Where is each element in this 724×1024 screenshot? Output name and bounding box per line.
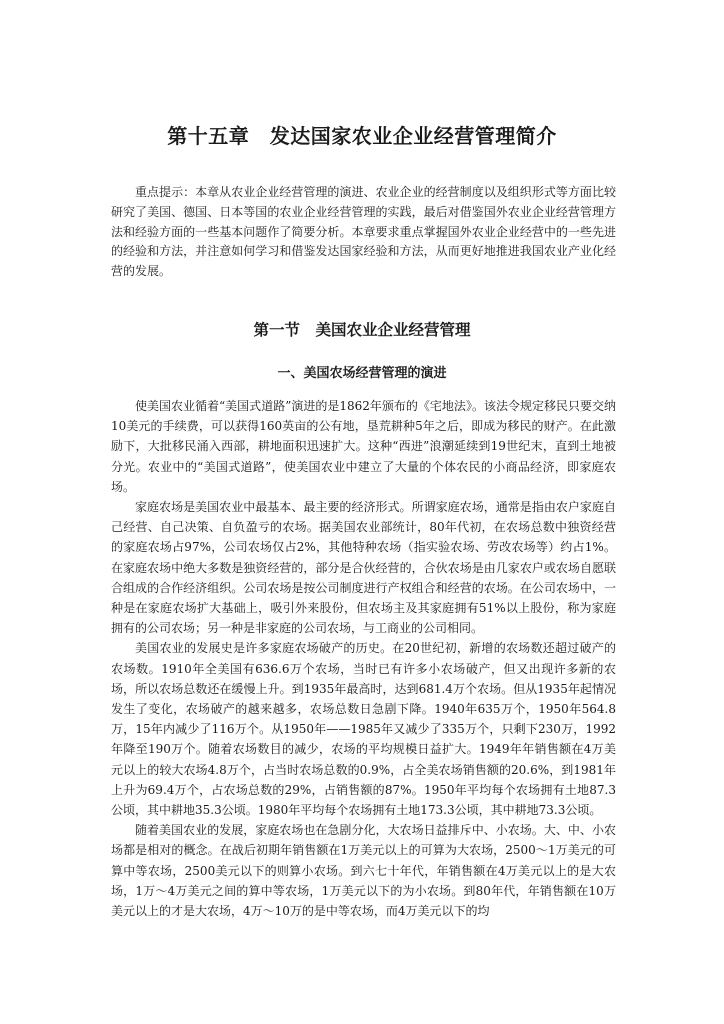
- paragraph: 随着美国农业的发展，家庭农场也在急剧分化，大农场日益排斥中、小农场。大、中、小农场都是相对的概念。在战后初期年销售额在1万美元以上的可算为大农场，2500～1万美元的可算中等农场，2500美元以下的则算小农场。到六七十年代，年销售额在4万美元以上的是大农场，1万～4万美元之间的算中等农场，1万美元以下的为小农场。到80年代，年销售额在10万美元以上的才是大农场，4万～10万的是中等农场，而4万美元以下的均: [111, 823, 616, 919]
- paragraph: 家庭农场是美国农业中最基本、最主要的经济形式。所谓家庭农场，通常是指由农户家庭自己经营、自己决策、自负盈亏的农场。据美国农业部统计，80年代初，在农场总数中独资经营的家庭农场占97%，公司农场仅占2%，其他特种农场（指实验农场、劳改农场等）约占1%。在家庭农场中绝大多数是独资经营的，部分是合伙经营的，合伙农场是由几家农户或农场自愿联合组成的合作经济组织。公司农场是按公司制度进行产权组合和经营的农场。在公司农场中，一种是在家庭农场扩大基础上，吸引外来股份，但农场主及其家庭拥有51%以上股份，称为家庭拥有的公司农场；另一种是非家庭的公司农场，与工商业的公司相同。: [111, 500, 616, 636]
- body-text: [111, 396, 616, 921]
- section-title: 第一节 美国农业企业经营管理: [253, 321, 471, 339]
- subsection-title: 一、美国农场经营管理的演进: [277, 366, 447, 381]
- chapter-title: 第十五章 发达国家农业企业经营管理简介: [167, 124, 557, 148]
- paragraph: 使美国农业循着“美国式道路”演进的是1862年颁布的《宅地法》。该法令规定移民只要交纳10美元的手续费，可以获得160英亩的公有地，垦荒耕种5年之后，即成为移民的财产。在此激励下，大批移民涌入西部，耕地面积迅速扩大。这种“西进”浪潮延续到19世纪末，直到土地被分光。农业中的“美国式道路”，使美国农业中建立了大量的个体农民的小商品经济，即家庭农场。: [111, 399, 616, 494]
- paragraph: 美国农业的发展史是许多家庭农场破产的历史。在20世纪初，新增的农场数还超过破产的农场数。1910年全美国有636.6万个农场，当时已有许多小农场破产，但又出现许多新的农场，所以农场总数还在缓慢上升。到1935年最高时，达到681.4万个农场。但从1935年起情况发生了变化，农场破产的越来越多，农场总数日急剧下降。1940年635万个，1950年564.8万，15年内减少了116万个。从1950年——1985年又减少了335万个，只剩下230万，1992年降至190万个。随着农场数目的减少，农场的平均规模日益扩大。1949年年销售额在4万美元以上的较大农场4.8万个，占当时农场总数的0.9%，占全美农场销售额的20.6%，到1981年上升为69.4万个，占农场总数的29%，占销售额的87%。1950年平均每个农场拥有土地87.3公顷，其中耕地35.3公顷。1980年平均每个农场拥有土地173.3公顷，其中耕地73.3公顷。: [111, 641, 616, 818]
- chapter-summary: 重点提示：本章从农业企业经营管理的演进、农业企业的经营制度以及组织形式等方面比较研究了美国、德国、日本等国的农业企业经营管理的实践，最后对借鉴国外农业企业经营管理方法和经验方面的一些基本问题作了简要分析。本章要求重点掌握国外农业企业经营中的一些先进的经验和方法，并注意如何学习和借鉴发达国家经验和方法，从而更好地推进我国农业产业化经营的发展。: [111, 185, 616, 279]
